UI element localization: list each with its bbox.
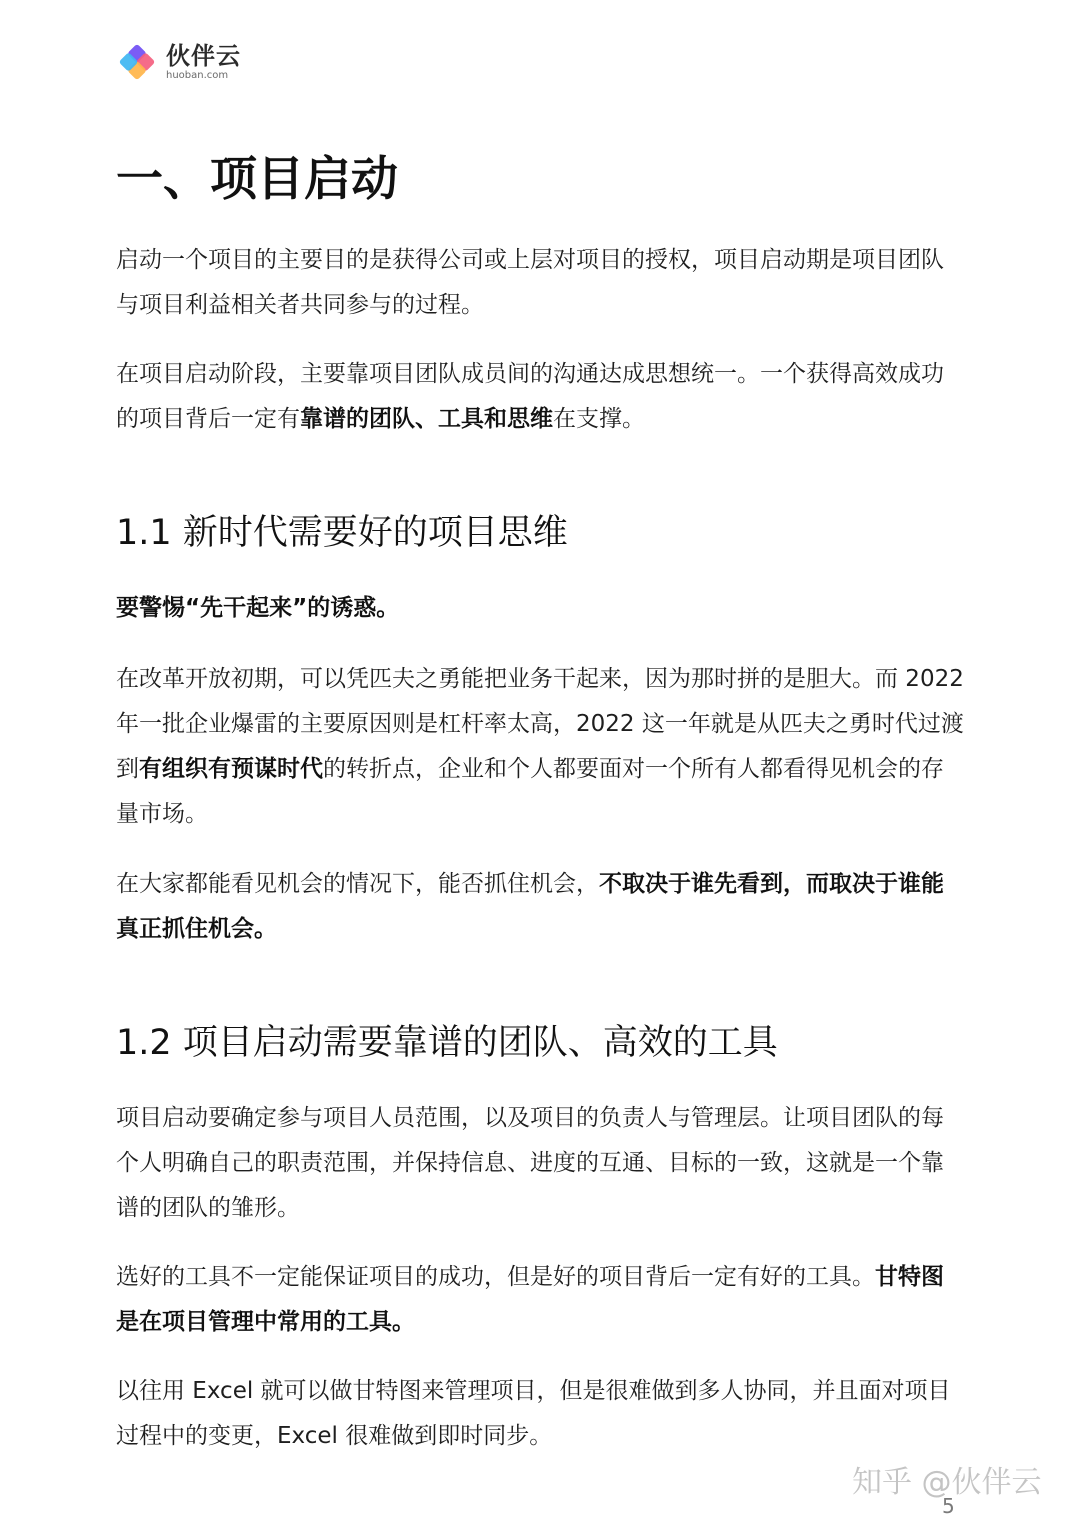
brand-mark-icon [116,41,158,83]
watermark: 知乎 @伙伴云 [852,1465,1042,1500]
s2-p2-bold: 甘特图是在项目管理中常用的工具。 [116,1264,944,1335]
intro-paragraph-1: 启动一个项目的主要目的是获得公司或上层对项目的授权，项目启动期是项目团队与项目利益相关者共同参与的过程。 [116,247,944,318]
page-number: 5 [942,1494,955,1518]
section-1-paragraph-2 [116,862,966,952]
brand-url: huoban.com [166,69,229,81]
intro-paragraph-2 [116,352,966,442]
section-2-paragraph-3: 以往用 Excel 就可以做甘特图来管理项目，但是很难做到多人协同，并且面对项目过程中的变更，Excel 很难做到即时同步。 [116,1378,951,1449]
s1-p1-bold: 有组织有预谋时代 [139,756,323,782]
s2-p2-text-a: 选好的工具不一定能保证项目的成功，但是好的项目背后一定有好的工具。 [116,1264,875,1290]
section-2-paragraph-2 [116,1255,966,1345]
chapter-title: 一、项目启动 [116,152,398,207]
section-2-paragraph-1: 项目启动要确定参与项目人员范围，以及项目的负责人与管理层。让项目团队的每个人明确自己的职责范围，并保持信息、进度的互通、目标的一致，这就是一个靠谱的团队的雏形。 [116,1105,944,1221]
intro-p2-text-c: 在支撑。 [553,406,645,432]
intro-p2-bold: 靠谱的团队、工具和思维 [300,406,553,432]
s1-p2-text-a: 在大家都能看见机会的情况下，能否抓住机会， [116,871,599,897]
intro-p2-text-a: 在项目启动阶段，主要靠项目团队成员间的沟通达成思想统一。一个获得高效成功的项目背后一定有 [116,361,944,432]
s1-p1-text-c: 的转折点，企业和个人都要面对一个所有人都看得见机会的存量市场。 [116,756,944,827]
brand-name: 伙伴云 [166,41,241,70]
brand-text [166,41,241,81]
section-1-heading: 1.1 新时代需要好的项目思维 [116,513,568,553]
s1-p2-bold: 不取决于谁先看到，而取决于谁能真正抓住机会。 [116,871,944,942]
section-1-bold-line: 要警惕“先干起来”的诱惑。 [116,595,400,621]
s1-p1-text-a: 在改革开放初期，可以凭匹夫之勇能把业务干起来，因为那时拼的是胆大。而 2022 年一批企业爆雷的主要原因则是杠杆率太高，2022 这一年就是从匹夫之勇时代过渡到 [116,666,964,782]
section-1-paragraph-1 [116,657,966,837]
brand-logo [116,40,241,84]
section-2-heading: 1.2 项目启动需要靠谱的团队、高效的工具 [116,1023,778,1063]
